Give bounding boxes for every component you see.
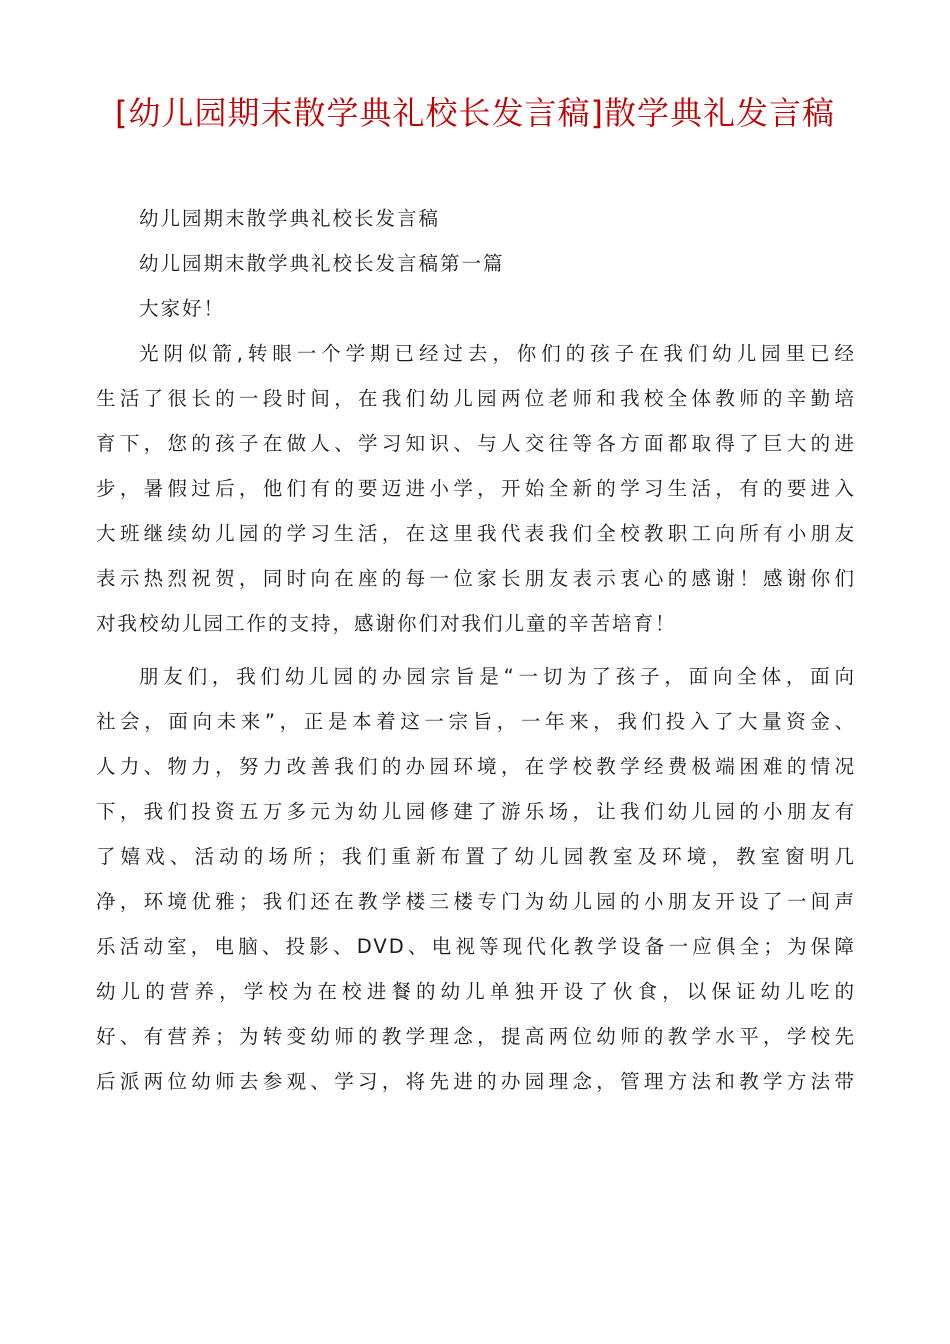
text-line: 育下，您的孩子在做人、学习知识、与人交往等各方面都取得了巨大的进 (96, 432, 856, 455)
text-line: 净，环境优雅；我们还在教学楼三楼专门为幼儿园的小朋友开设了一间声 (96, 890, 856, 913)
text-line: 幼儿的营养，学校为在校进餐的幼儿单独开设了伙食，以保证幼儿吃的 (96, 980, 856, 1003)
text-line: 生活了很长的一段时间，在我们幼儿园两位老师和我校全体教师的辛勤培 (96, 387, 856, 410)
text-line: 朋友们，我们幼儿园的办园宗旨是“一切为了孩子，面向全体，面向 (139, 665, 856, 688)
text-line: 对我校幼儿园工作的支持，感谢你们对我们儿童的辛苦培育！ (96, 612, 677, 635)
text-line: 幼儿园期末散学典礼校长发言稿第一篇 (139, 252, 505, 275)
text-line: 社会，面向未来”，正是本着这一宗旨，一年来，我们投入了大量资金、 (96, 710, 856, 733)
text-line: 好、有营养；为转变幼师的教学理念，提高两位幼师的教学水平，学校先 (96, 1025, 856, 1048)
text-line: 人力、物力，努力改善我们的办园环境，在学校教学经费极端困难的情况 (96, 755, 856, 778)
text-line: 表示热烈祝贺，同时向在座的每一位家长朋友表示衷心的感谢！感谢你们 (96, 567, 856, 590)
text-line: 了嬉戏、活动的场所；我们重新布置了幼儿园教室及环境，教室窗明几 (96, 845, 856, 868)
document-title: [幼儿园期末散学典礼校长发言稿]散学典礼发言稿 (115, 94, 835, 132)
document-body (96, 196, 856, 1104)
text-line: 后派两位幼师去参观、学习，将先进的办园理念，管理方法和教学方法带 (96, 1070, 856, 1093)
text-line: 下，我们投资五万多元为幼儿园修建了游乐场，让我们幼儿园的小朋友有 (96, 800, 856, 823)
text-line: 步，暑假过后，他们有的要迈进小学，开始全新的学习生活，有的要进入 (96, 477, 856, 500)
paragraph-gap (96, 646, 856, 654)
text-line: 幼儿园期末散学典礼校长发言稿 (139, 207, 441, 230)
text-line: 光阴似箭,转眼一个学期已经过去，你们的孩子在我们幼儿园里已经 (139, 342, 856, 365)
text-line: 乐活动室，电脑、投影、DVD、电视等现代化教学设备一应俱全；为保障 (96, 935, 856, 958)
text-line: 大家好！ (139, 297, 226, 320)
text-line: 大班继续幼儿园的学习生活，在这里我代表我们全校教职工向所有小朋友 (96, 522, 856, 545)
